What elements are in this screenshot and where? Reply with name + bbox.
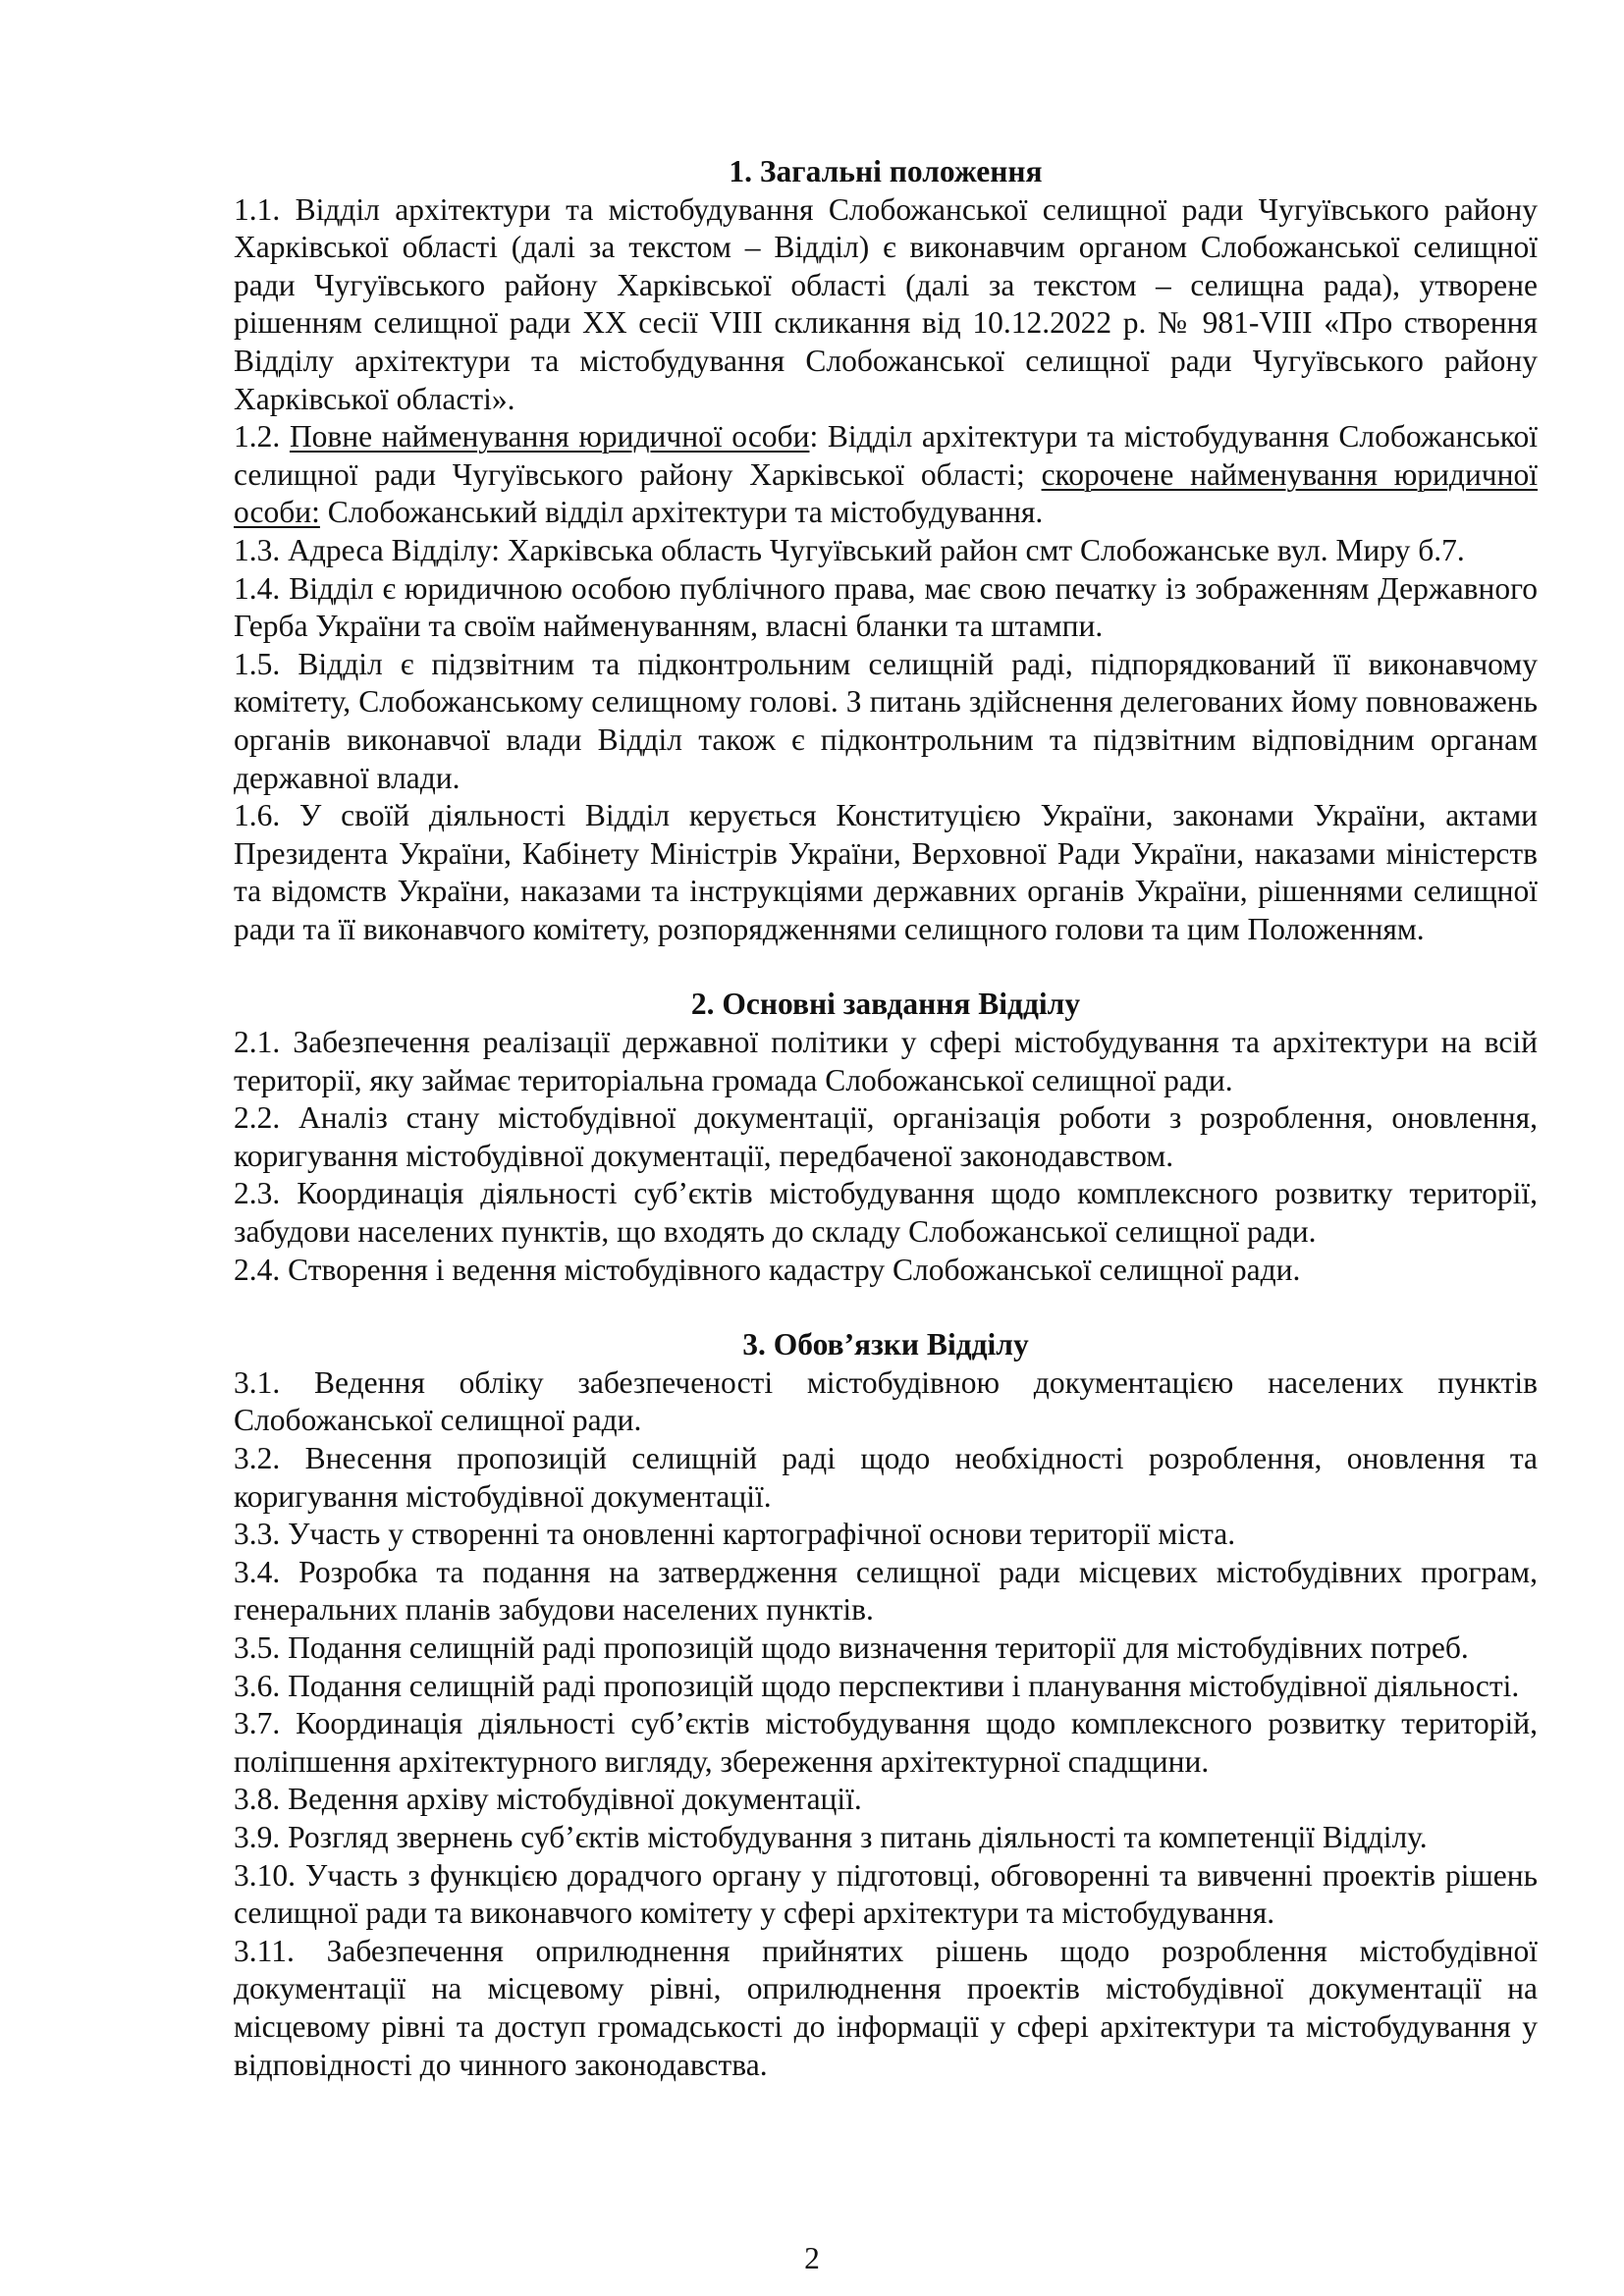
page-number: 2	[804, 2241, 820, 2275]
paragraph-2-1: 2.1. Забезпечення реалізації державної політики у сфері містобудування та архітектури на всій території, яку займає територіальна громада Слобожанської селищної ради.	[234, 1025, 1538, 1097]
section-heading: 1. Загальні положення	[729, 154, 1043, 188]
paragraph-3-2: 3.2. Внесення пропозицій селищній раді щодо необхідності розроблення, оновлення та коригування містобудівної документації.	[234, 1441, 1538, 1514]
paragraph-3-10: 3.10. Участь з функцією дорадчого органу у підготовці, обговоренні та вивченні проектів рішень селищної ради та виконавчого комітету у сфері архітектури та містобудування.	[234, 1857, 1538, 1931]
paragraph-3-7: 3.7. Координація діяльності суб’єктів містобудування щодо комплексного розвитку територій, поліпшення архітектурного вигляду, збереження архітектурної спадщини.	[234, 1706, 1538, 1779]
section-general-provisions	[234, 153, 1538, 948]
section-heading: 2. Основні завдання Відділу	[690, 987, 1081, 1022]
section-main-tasks	[234, 986, 1538, 1289]
paragraph-1-5: 1.5. Відділ є підзвітним та підконтрольним селищній раді, підпорядкований її виконавчому комітету, Слобожанському селищному голові. З питань здійснення делегованих йому повноважень органів виконавчої влади Відділ також є підконтрольним та підзвітним відповідним органам державної влади.	[234, 646, 1538, 795]
full-name-value: : Відділ архітектури та містобудування Слобожанської селищної ради Чугуївського району Харківської області;	[234, 419, 1539, 492]
paragraph-3-6: 3.6. Подання селищній раді пропозицій щодо перспективи і планування містобудівної діяльності.	[234, 1668, 1520, 1703]
paragraph-1-6: 1.6. У своїй діяльності Відділ керується Конституцією України, законами України, актами Президента України, Кабінету Міністрів України, Верховної Ради України, наказами міністерств та відомств України, наказами та інструкціями державних органів України, рішеннями селищної ради та її виконавчого комітету, розпорядженнями селищного голови та цим Положенням.	[234, 798, 1538, 946]
paragraph-1-1: 1.1. Відділ архітектури та містобудування Слобожанської селищної ради Чугуївського району Харківської області (далі за текстом – Відділ) є виконавчим органом Слобожанської селищної ради Чугуївського району Харківської області (далі за текстом – селищна рада), утворене рішенням селищної ради XX сесії VIII скликання від 10.12.2022 р. № 981-VIII «Про створення Відділу архітектури та містобудування Слобожанської селищної ради Чугуївського району Харківської області».	[234, 191, 1538, 416]
paragraph-3-5: 3.5. Подання селищній раді пропозицій щодо визначення території для містобудівних потреб.	[234, 1629, 1469, 1665]
paragraph-2-3: 2.3. Координація діяльності суб’єктів містобудування щодо комплексного розвитку території, забудови населених пунктів, що входять до складу Слобожанської селищної ради.	[234, 1176, 1538, 1250]
short-name-value: Слобожанський відділ архітектури та містобудування.	[319, 495, 1044, 530]
section-duties	[234, 1326, 1538, 2084]
paragraph-1-2	[234, 418, 1538, 532]
paragraph-3-1: 3.1. Ведення обліку забезпеченості містобудівною документацією населених пунктів Слобожанської селищної ради.	[234, 1364, 1538, 1438]
document-body	[234, 153, 1538, 2084]
paragraph-2-4: 2.4. Створення і ведення містобудівного кадастру Слобожанської селищної ради.	[234, 1252, 1301, 1287]
paragraph-1-3: 1.3. Адреса Відділу: Харківська область Чугуївський район смт Слобожанське вул. Миру б.7.	[234, 532, 1465, 567]
paragraph-3-8: 3.8. Ведення архіву містобудівної документації.	[234, 1782, 862, 1817]
paragraph-3-11: 3.11. Забезпечення оприлюднення прийнятих рішень щодо розроблення містобудівної документації на місцевому рівні, оприлюднення проектів містобудівної документації на місцевому рівні та доступ громадськості до інформації у сфері архітектури та містобудування у відповідності до чинного законодавства.	[234, 1933, 1538, 2082]
paragraph-prefix: 1.2.	[234, 419, 290, 454]
section-heading: 3. Обов’язки Відділу	[742, 1327, 1029, 1362]
paragraph-3-4: 3.4. Розробка та подання на затвердження селищної ради місцевих містобудівних програм, генеральних планів забудови населених пунктів.	[234, 1554, 1538, 1628]
paragraph-3-3: 3.3. Участь у створенні та оновленні картографічної основи території міста.	[234, 1517, 1236, 1552]
paragraph-1-4: 1.4. Відділ є юридичною особою публічного права, має свою печатку із зображенням Державного Герба України та своїм найменуванням, власні бланки та штампи.	[234, 570, 1538, 644]
paragraph-3-9: 3.9. Розгляд звернень суб’єктів містобудування з питань діяльності та компетенції Відділу.	[234, 1819, 1428, 1854]
paragraph-2-2: 2.2. Аналіз стану містобудівної документації, організація роботи з розроблення, оновлення, коригування містобудівної документації, передбаченої законодавством.	[234, 1100, 1538, 1173]
short-name-label: скорочене найменування юридичної особи:	[234, 456, 1539, 530]
full-name-label: Повне найменування юридичної особи	[289, 419, 810, 454]
